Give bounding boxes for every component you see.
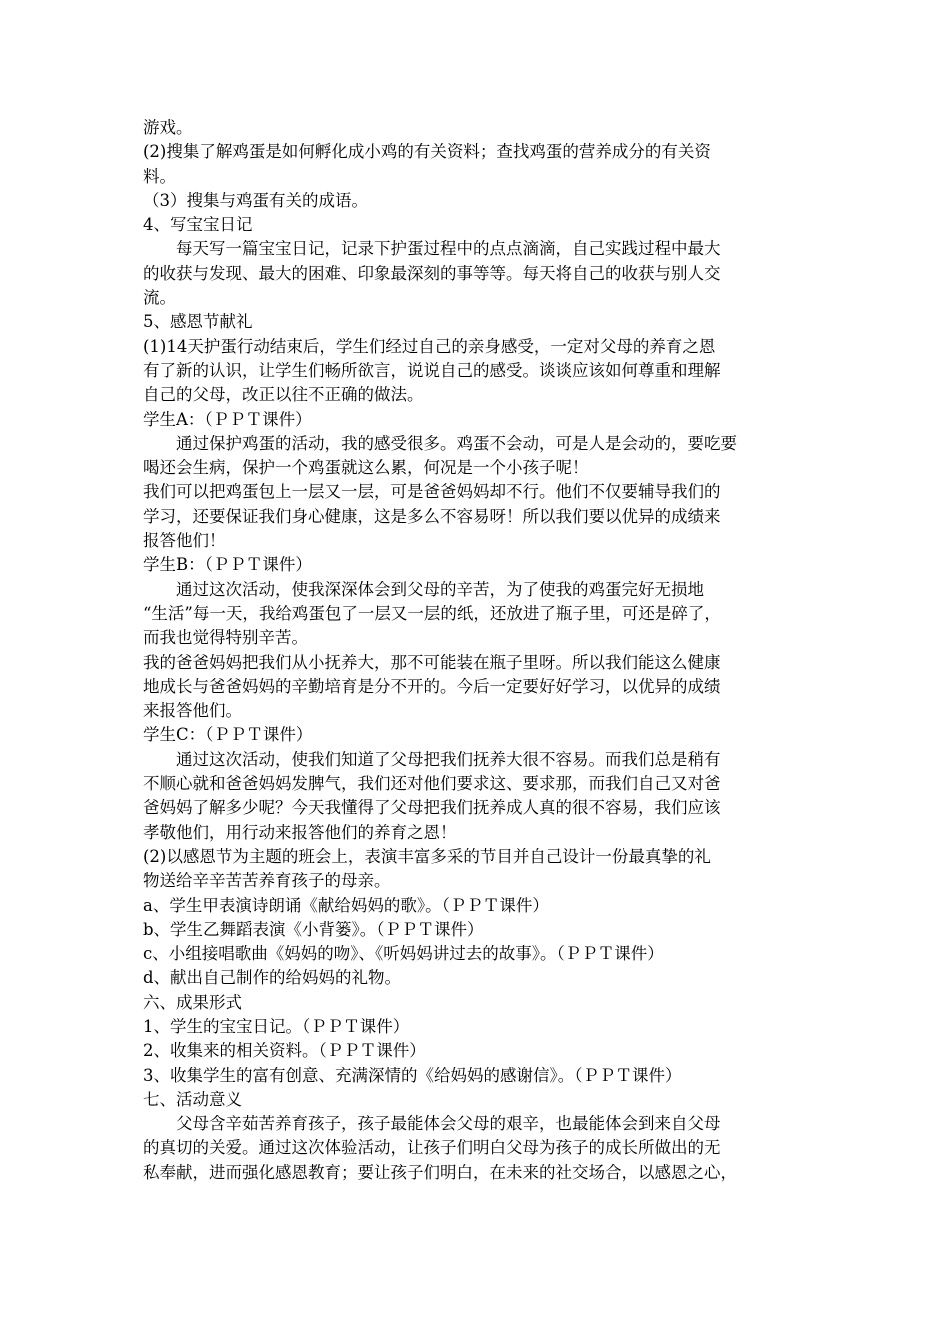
text-line: 料。 (143, 166, 176, 186)
text-line: 来报答他们。 (143, 701, 242, 721)
text-line: 父母含辛茹苦养育孩子，孩子最能体会父母的艰辛，也最能体会到来自父母 (176, 1114, 721, 1134)
text-line: 的真切的关爱。通过这次体验活动，让孩子们明白父母为孩子的成长所做出的无 (143, 1138, 721, 1158)
text-line: 学生B：（ＰＰＴ课件） (143, 555, 312, 575)
text-line: (1)14天护蛋行动结束后，学生们经过自己的亲身感受，一定对父母的养育之恩 (143, 336, 716, 356)
text-line: 学生C：（ＰＰＴ课件） (143, 725, 313, 745)
text-line: 游戏。 (143, 118, 193, 137)
text-line: 的收获与发现、最大的困难、印象最深刻的事等等。每天将自己的收获与别人交 (143, 263, 721, 283)
text-line: 自己的父母，改正以往不正确的做法。 (143, 385, 424, 405)
text-line: 3、收集学生的富有创意、充满深情的《给妈妈的感谢信》。（ＰＰＴ课件） (143, 1065, 682, 1085)
text-line: 通过这次活动，使我们知道了父母把我们抚养大很不容易。而我们总是稍有 (176, 749, 721, 769)
text-line: 报答他们！ (143, 531, 226, 551)
text-line: “生活”每一天，我给鸡蛋包了一层又一层的纸，还放进了瓶子里，可还是碎了， (143, 603, 721, 623)
text-line: 六、成果形式 (143, 992, 242, 1012)
text-line: c、小组接唱歌曲《妈妈的吻》、《听妈妈讲过去的故事》。（ＰＰＴ课件） (143, 944, 664, 964)
text-line: a、学生甲表演诗朗诵《献给妈妈的歌》。（ＰＰＴ课件） (143, 895, 549, 915)
text-line: 喝还会生病，保护一个鸡蛋就这么累，何况是一个小孩子呢！ (143, 458, 589, 478)
text-line: 而我也觉得特别辛苦。 (143, 628, 308, 648)
text-line: 通过保护鸡蛋的活动，我的感受很多。鸡蛋不会动，可是人是会动的，要吃要 (176, 433, 737, 453)
text-line: 物送给辛辛苦苦养育孩子的母亲。 (143, 871, 391, 891)
text-line: 流。 (143, 288, 176, 308)
text-line: 地成长与爸爸妈妈的辛勤培育是分不开的。今后一定要好好学习，以优异的成绩 (143, 676, 721, 696)
text-line: 通过这次活动，使我深深体会到父母的辛苦，为了使我的鸡蛋完好无损地 (176, 579, 704, 599)
text-line: 不顺心就和爸爸妈妈发脾气，我们还对他们要求这、要求那，而我们自己又对爸 (143, 774, 721, 794)
text-line: 1、学生的宝宝日记。（ＰＰＴ课件） (143, 1016, 410, 1036)
text-line: 孝敬他们，用行动来报答他们的养育之恩！ (143, 822, 457, 842)
text-line: 学生A：（ＰＰＴ课件） (143, 409, 312, 429)
text-line: (2)搜集了解鸡蛋是如何孵化成小鸡的有关资料；查找鸡蛋的营养成分的有关资 (143, 142, 711, 162)
text-line: (2)以感恩节为主题的班会上，表演丰富多采的节目并自己设计一份最真挚的礼 (143, 846, 711, 866)
text-line: 5、感恩节献礼 (143, 312, 253, 332)
text-line: 我们可以把鸡蛋包上一层又一层，可是爸爸妈妈却不行。他们不仅要辅导我们的 (143, 482, 721, 502)
text-line: 学习，还要保证我们身心健康，这是多么不容易呀！所以我们要以优异的成绩来 (143, 506, 721, 526)
text-line: 我的爸爸妈妈把我们从小抚养大，那不可能装在瓶子里呀。所以我们能这么健康 (143, 652, 721, 672)
text-line: 4、写宝宝日记 (143, 215, 253, 235)
text-line: d、献出自己制作的给妈妈的礼物。 (143, 968, 402, 988)
text-line: 爸妈妈了解多少呢？今天我懂得了父母把我们抚养成人真的很不容易，我们应该 (143, 798, 721, 818)
text-line: 2、收集来的相关资料。（ＰＰＴ课件） (143, 1041, 426, 1061)
text-line: 有了新的认识，让学生们畅所欲言，说说自己的感受。谈谈应该如何尊重和理解 (143, 360, 721, 380)
text-line: 七、活动意义 (143, 1089, 242, 1109)
text-line: 私奉献，进而强化感恩教育；要让孩子们明白，在未来的社交场合，以感恩之心， (143, 1162, 737, 1182)
text-line: 每天写一篇宝宝日记，记录下护蛋过程中的点点滴滴，自己实践过程中最大 (176, 239, 721, 259)
text-line: b、学生乙舞蹈表演《小背篓》。（ＰＰＴ课件） (143, 919, 484, 939)
text-line: （3）搜集与鸡蛋有关的成语。 (143, 190, 368, 210)
